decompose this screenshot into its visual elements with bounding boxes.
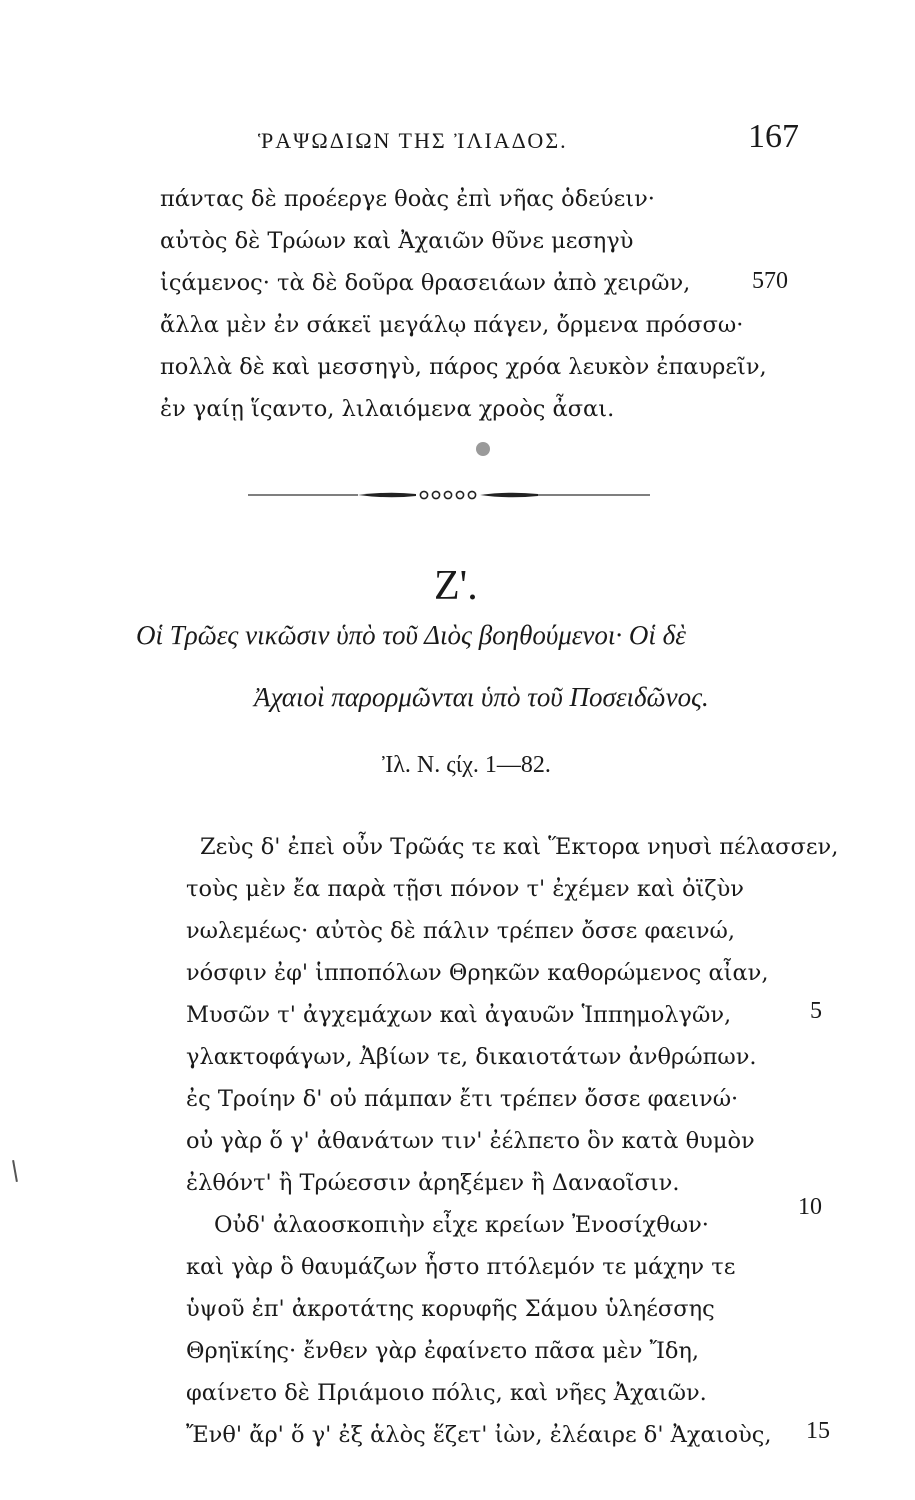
- verse-line: ἐλθόντ' ἢ Τρώεσσιν ἀρηξέμεν ἢ Δαναοῖσιν.: [186, 1170, 680, 1196]
- running-title: ῬΑΨΩΔΙΩΝ ΤΗΣ ἸΛΙΑΔΟΣ.: [258, 128, 568, 153]
- page-number: 167: [748, 118, 799, 155]
- verse-line: Μυσῶν τ' ἀγχεμάχων καὶ ἀγαυῶν Ἱππημολγῶν,: [186, 1002, 732, 1028]
- verse-line: Οὐδ' ἀλαοσκοπιὴν εἶχε κρείων Ἐνοσίχθων·: [214, 1212, 709, 1238]
- margin-mark: [12, 1160, 18, 1182]
- line-number: 570: [752, 268, 788, 294]
- verse-line: Ζεὺς δ' ἐπεὶ οὖν Τρῶάς τε καὶ Ἕκτορα νηυσὶ πέλασσεν,: [200, 834, 839, 860]
- section-number: Ζ'.: [434, 563, 478, 609]
- ornament-divider: [248, 488, 650, 502]
- verse-line: πάντας δὲ προέεργε θοὰς ἐπὶ νῆας ὁδεύειν·: [160, 186, 655, 212]
- section-argument: Ἀχαιοὶ παρορμῶνται ὑπὸ τοῦ Ποσειδῶνος.: [254, 682, 709, 712]
- ink-blot: [476, 442, 490, 456]
- verse-line: αὐτὸς δὲ Τρώων καὶ Ἀχαιῶν θῦνε μεσηγὺ: [160, 228, 634, 254]
- verse-line: ἐν γαίῃ ἵςαντο, λιλαιόμενα χροὸς ἆσαι.: [160, 396, 615, 422]
- verse-line: τοὺς μὲν ἔα παρὰ τῇσι πόνον τ' ἐχέμεν καὶ ὀϊζὺν: [186, 876, 744, 902]
- line-number: 10: [798, 1194, 822, 1220]
- verse-line: οὐ γὰρ ὅ γ' ἀθανάτων τιν' ἐέλπετο ὃν κατὰ θυμὸν: [186, 1128, 755, 1154]
- verse-line: καὶ γὰρ ὃ θαυμάζων ἧστο πτόλεμόν τε μάχην τε: [186, 1254, 736, 1280]
- verse-line: Θρηϊκίης· ἔνθεν γὰρ ἐφαίνετο πᾶσα μὲν Ἴδη,: [186, 1338, 700, 1364]
- verse-reference: Ἰλ. Ν. ςίχ. 1—82.: [382, 752, 551, 778]
- verse-line: Ἔνθ' ἄρ' ὅ γ' ἐξ ἁλὸς ἕζετ' ἰὼν, ἐλέαιρε δ' Ἀχαιοὺς,: [186, 1422, 772, 1448]
- verse-line: ἄλλα μὲν ἐν σάκεϊ μεγάλῳ πάγεν, ὄρμενα πρόσσω·: [160, 312, 744, 338]
- verse-line: νόσφιν ἐφ' ἱπποπόλων Θρηκῶν καθορώμενος αἶαν,: [186, 960, 769, 986]
- verse-line: ὑψοῦ ἐπ' ἀκροτάτης κορυφῆς Σάμου ὑληέσσης: [186, 1296, 715, 1322]
- verse-line: φαίνετο δὲ Πριάμοιο πόλις, καὶ νῆες Ἀχαιῶν.: [186, 1380, 707, 1406]
- verse-line: γλακτοφάγων, Ἀβίων τε, δικαιοτάτων ἀνθρώπων.: [186, 1044, 757, 1070]
- verse-line: νωλεμέως· αὐτὸς δὲ πάλιν τρέπεν ὄσσε φαεινώ,: [186, 918, 736, 944]
- verse-line: πολλὰ δὲ καὶ μεσσηγὺ, πάρος χρόα λευκὸν ἐπαυρεῖν,: [160, 354, 767, 380]
- line-number: 5: [810, 998, 822, 1024]
- verse-line: ἱςάμενος· τὰ δὲ δοῦρα θρασειάων ἀπὸ χειρῶν,: [160, 270, 691, 296]
- line-number: 15: [806, 1418, 830, 1444]
- section-argument: Οἱ Τρῶες νικῶσιν ὑπὸ τοῦ Διὸς βοηθούμενοι· Οἱ δὲ: [136, 620, 686, 650]
- verse-line: ἐς Τροίην δ' οὐ πάμπαν ἔτι τρέπεν ὄσσε φαεινώ·: [186, 1086, 739, 1112]
